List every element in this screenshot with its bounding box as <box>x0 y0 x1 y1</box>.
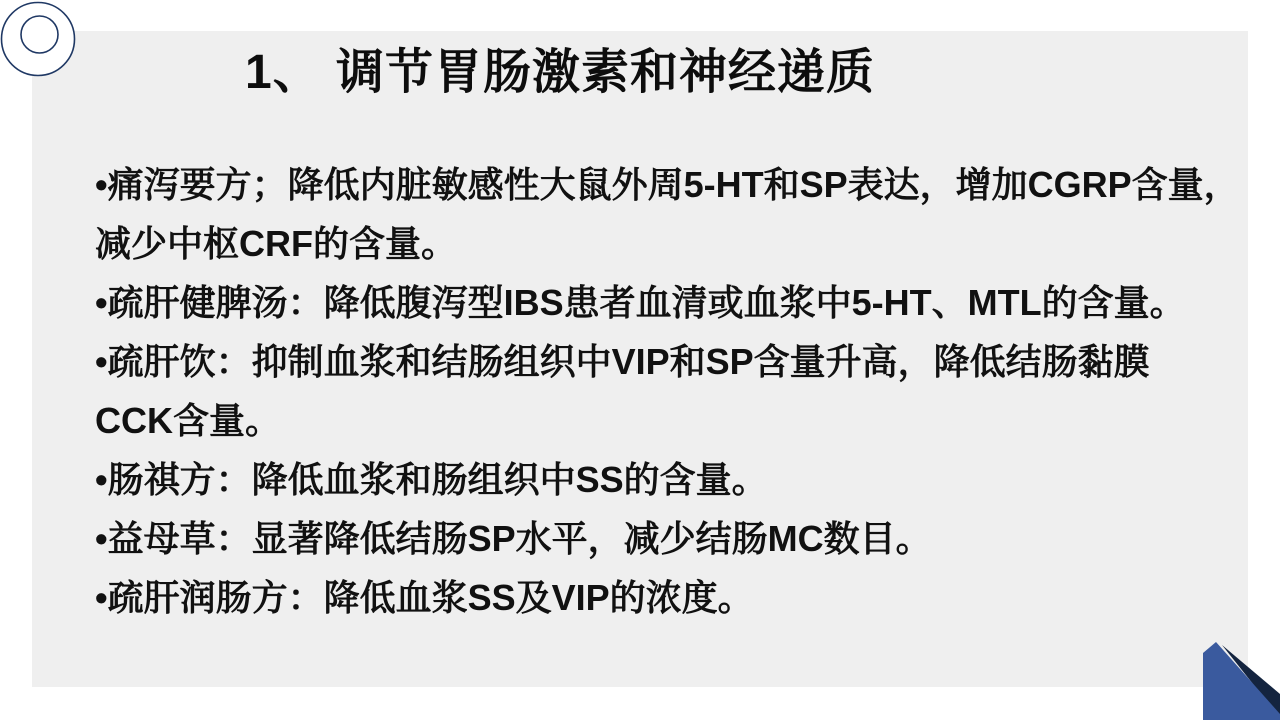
body-line: CCK含量。 <box>95 400 281 441</box>
corner-blue-shape <box>1203 642 1280 720</box>
slide-title: 1、 调节胃肠激素和神经递质 <box>245 46 876 99</box>
body-line: 减少中枢CRF的含量。 <box>95 223 457 264</box>
body-line: •肠祺方：降低血浆和肠组织中SS的含量。 <box>95 459 768 500</box>
body-line: •疏肝健脾汤：降低腹泻型IBS患者血清或血浆中5-HT、MTL的含量。 <box>95 282 1186 323</box>
body-line: •疏肝饮：抑制血浆和结肠组织中VIP和SP含量升高，降低结肠黏膜 <box>95 341 1150 382</box>
body-line: •益母草：显著降低结肠SP水平，减少结肠MC数目。 <box>95 518 932 559</box>
body-line: •疏肝润肠方：降低血浆SS及VIP的浓度。 <box>95 577 754 618</box>
slide-body <box>95 155 1240 627</box>
double-circle-icon <box>0 0 80 80</box>
folded-corner-icon <box>1190 630 1280 720</box>
body-line: •痛泻要方；降低内脏敏感性大鼠外周5-HT和SP表达，增加CGRP含量， <box>95 164 1240 205</box>
